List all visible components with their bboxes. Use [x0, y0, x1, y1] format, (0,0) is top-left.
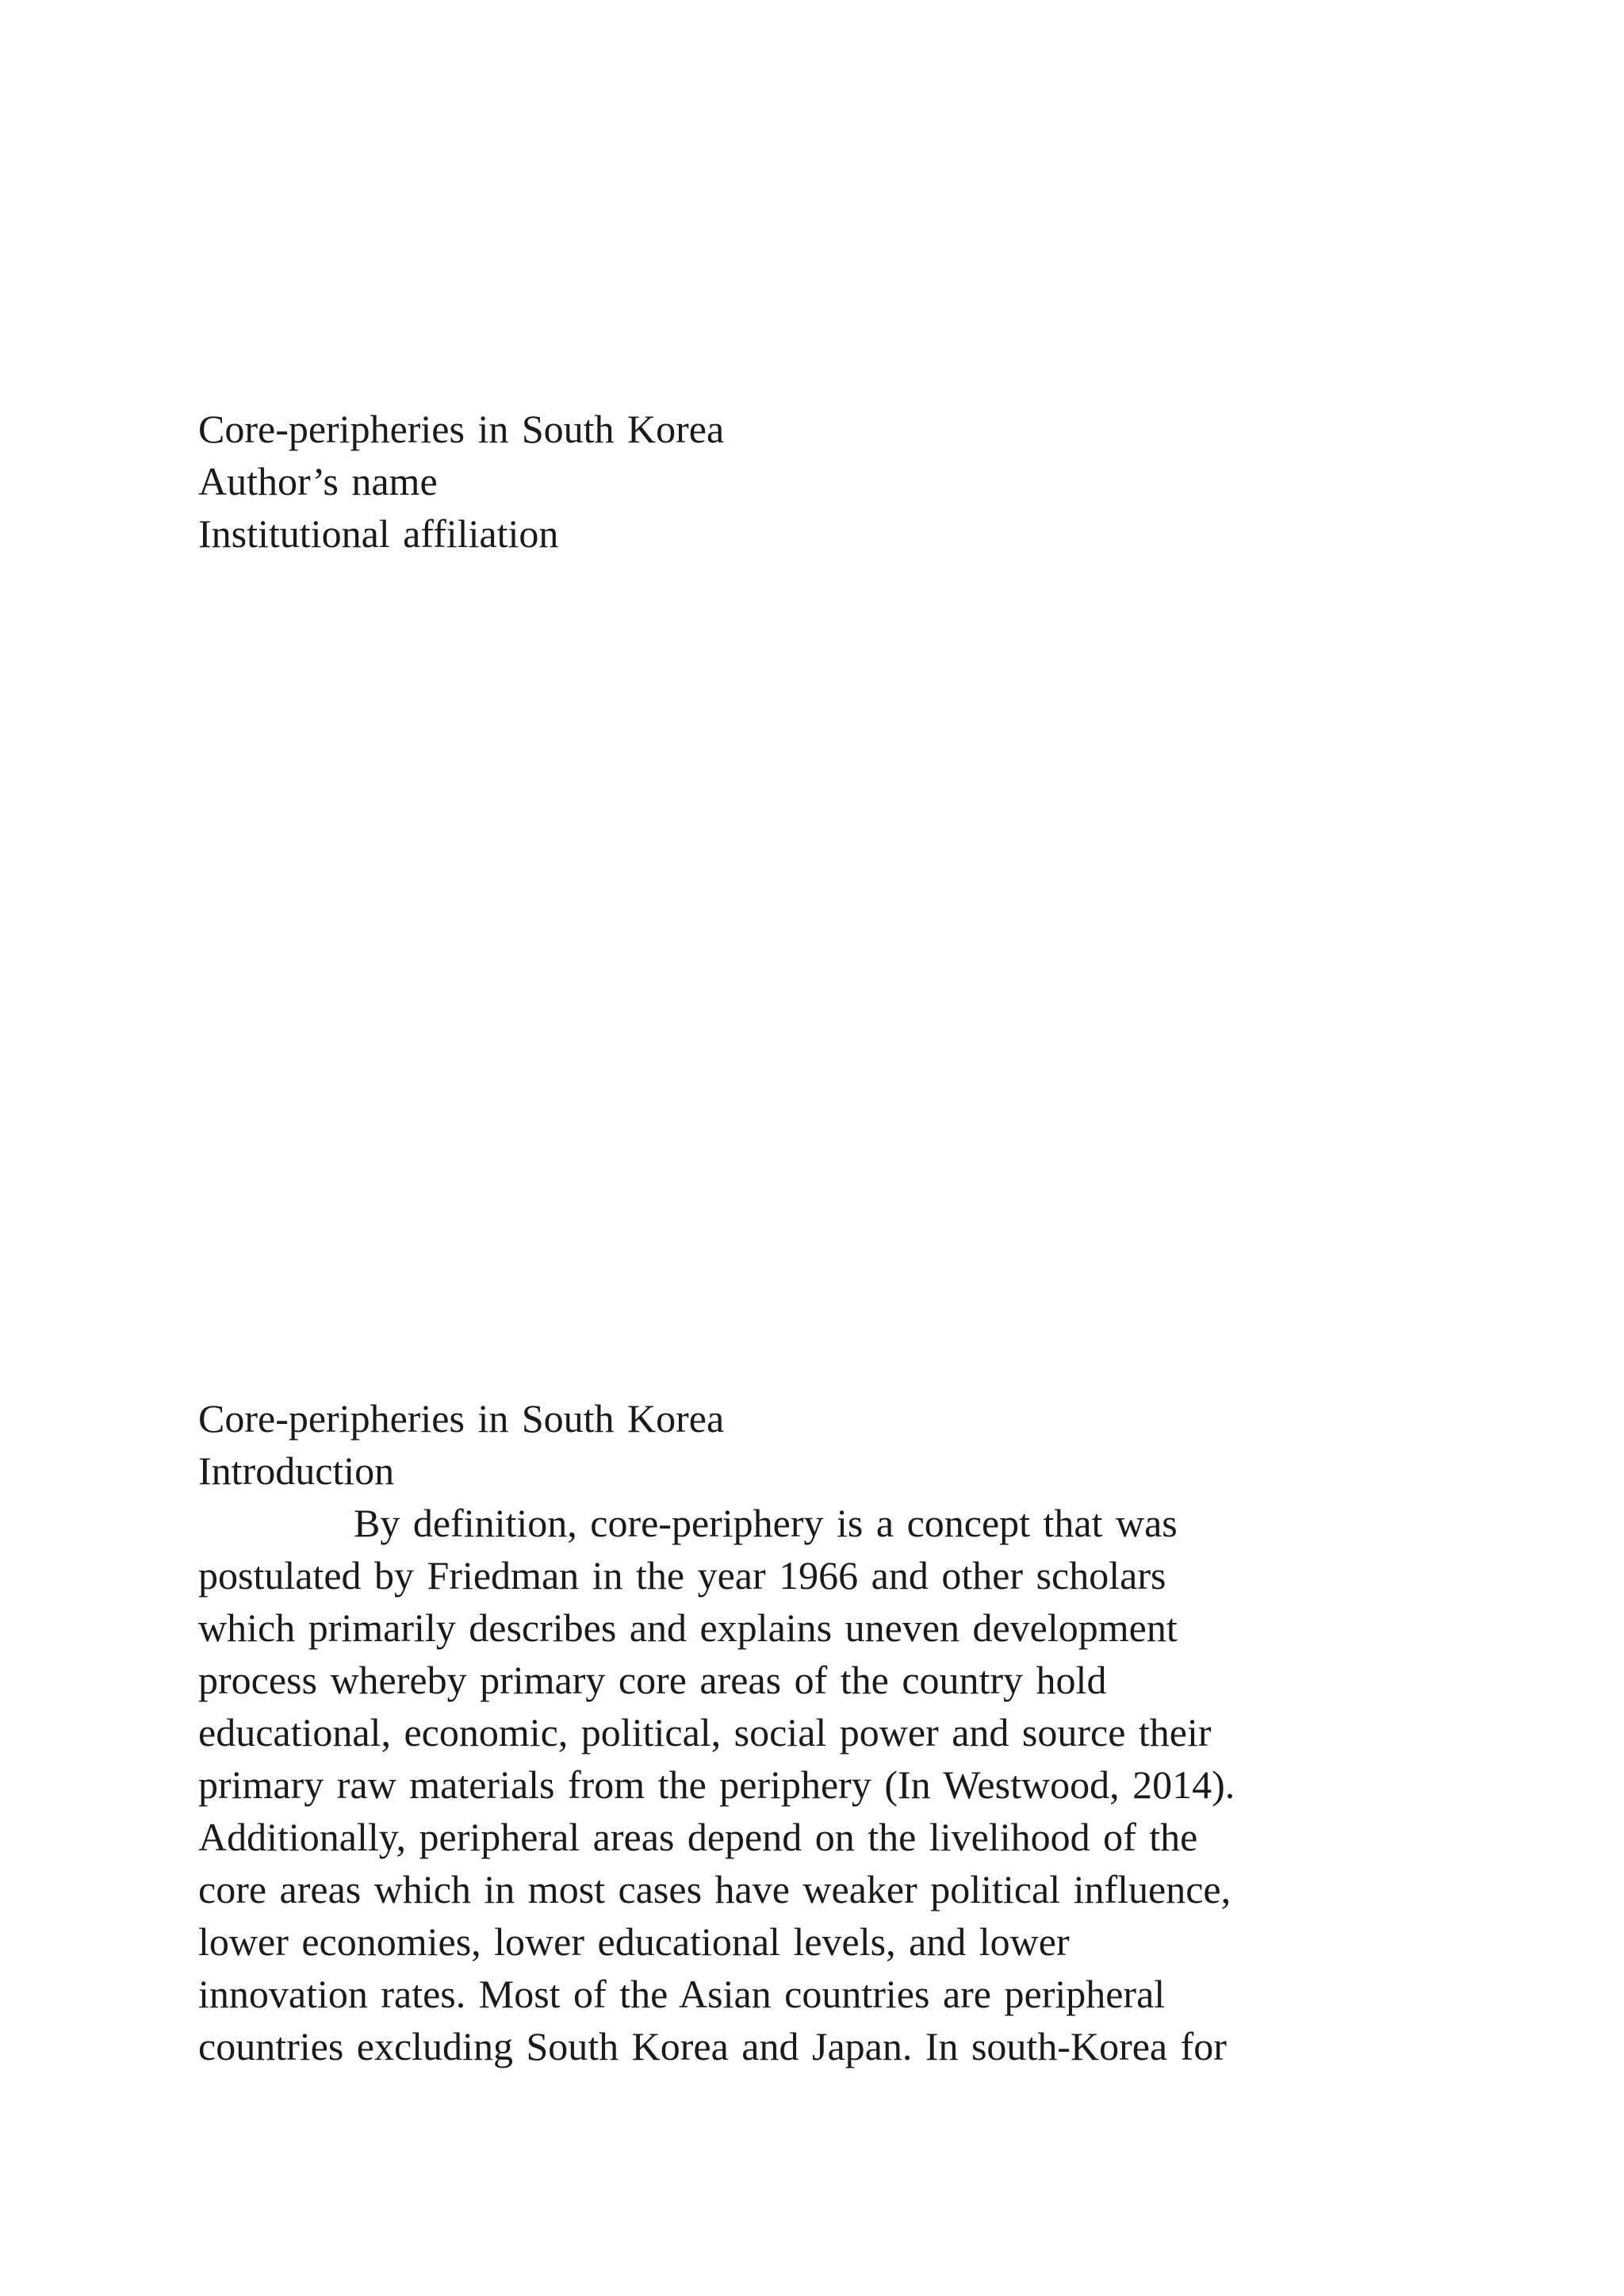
introduction-paragraph [198, 1497, 1467, 2072]
paragraph-line: Additionally, peripheral areas depend on the livelihood of the [198, 1815, 1198, 1859]
paragraph-line: primary raw materials from the periphery (In Westwood, 2014). [198, 1762, 1235, 1807]
paragraph-line: lower economies, lower educational levels, and lower [198, 1919, 1070, 1964]
paragraph-line: By definition, core-periphery is a concept that was [354, 1501, 1178, 1545]
paragraph-line: countries excluding South Korea and Japan. In south-Korea for [198, 2024, 1227, 2068]
section-heading-introduction: Introduction [198, 1448, 395, 1493]
author-name: Author’s name [198, 459, 438, 503]
paragraph-line: process whereby primary core areas of the country hold [198, 1658, 1107, 1702]
paragraph-line: innovation rates. Most of the Asian countries are peripheral [198, 1972, 1166, 2016]
body-block [198, 1392, 1467, 2072]
paragraph-line: which primarily describes and explains uneven development [198, 1605, 1178, 1650]
paragraph-line: core areas which in most cases have weaker political influence, [198, 1867, 1231, 1911]
paragraph-line: educational, economic, political, social power and source their [198, 1710, 1212, 1755]
paper-title: Core-peripheries in South Korea [198, 407, 725, 451]
title-page-block [198, 403, 1467, 560]
institutional-affiliation: Institutional affiliation [198, 511, 559, 556]
body-title: Core-peripheries in South Korea [198, 1396, 725, 1441]
paragraph-line: postulated by Friedman in the year 1966 and other scholars [198, 1553, 1166, 1598]
